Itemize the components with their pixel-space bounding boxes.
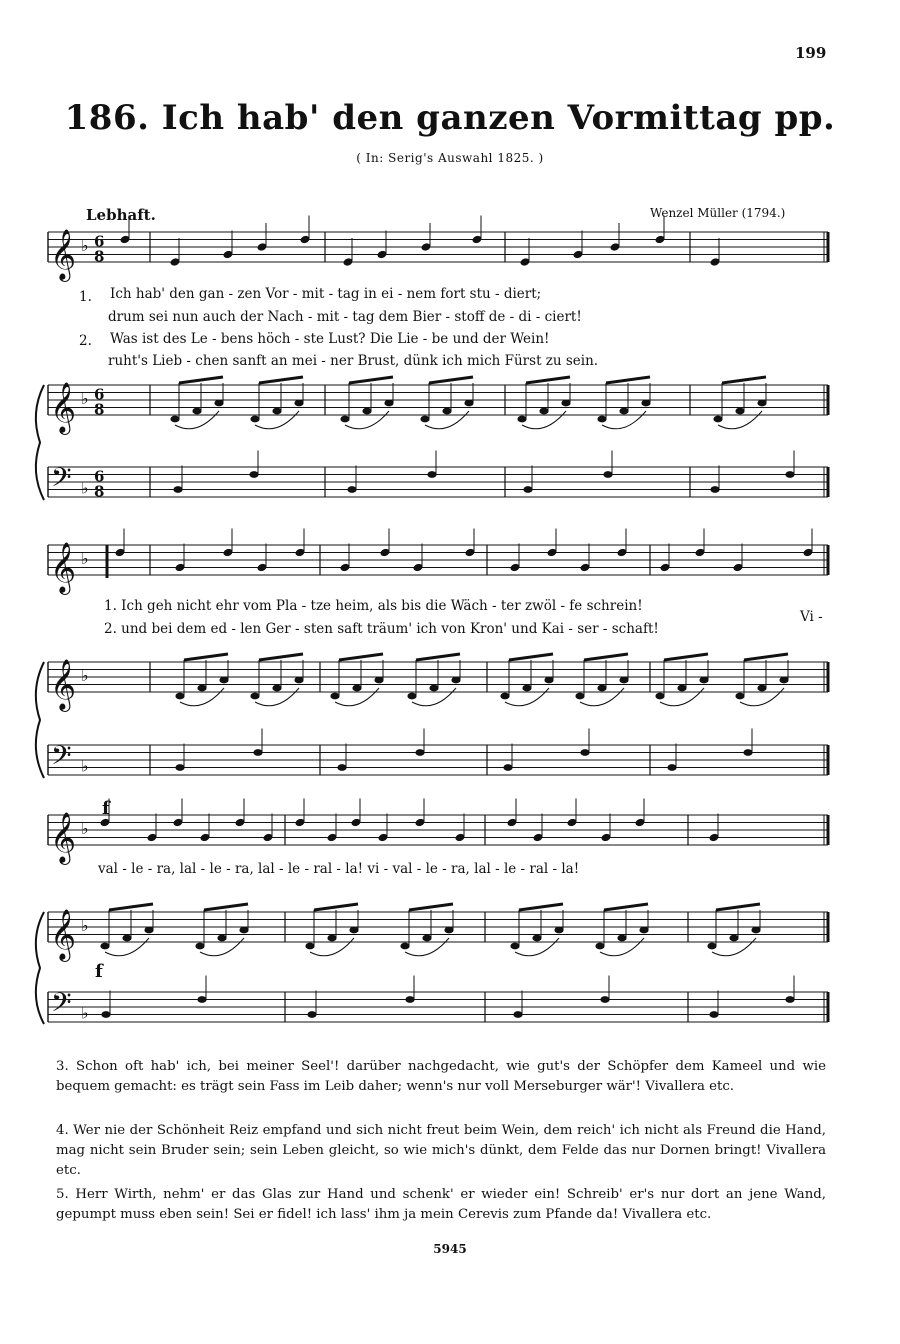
note-head (197, 996, 206, 1003)
note-head (464, 400, 473, 407)
note-head (743, 749, 752, 756)
flat-icon: ♭ (81, 916, 89, 935)
treble-clef-icon: 𝄞 (50, 229, 77, 280)
source-note: ( In: Serig's Auswahl 1825. ) (356, 151, 544, 165)
verse-number-2: 2. (79, 333, 92, 349)
bass-clef-icon: 𝄢 (51, 461, 72, 500)
note-head (239, 927, 248, 934)
note-head (175, 693, 184, 700)
note-head (444, 927, 453, 934)
note-head (427, 471, 436, 478)
note-head (330, 693, 339, 700)
tempo-marking: Lebhaft. (86, 206, 156, 224)
note-head (503, 764, 512, 771)
note-head (400, 943, 409, 950)
forte-icon: f (95, 961, 103, 982)
flat-icon: ♭ (81, 236, 89, 255)
beam (722, 377, 766, 383)
note-head (347, 486, 356, 493)
lyric-line: Vi - (800, 609, 823, 625)
note-head (214, 400, 223, 407)
note-head (405, 996, 414, 1003)
beam (664, 654, 708, 660)
beam (349, 377, 393, 383)
lyric-line: Was ist des Le - bens höch - ste Lust? Die Lie - be und der Wein! (110, 331, 550, 347)
note-head (619, 408, 628, 415)
beam (259, 654, 303, 660)
note-head (757, 685, 766, 692)
brace (36, 662, 44, 778)
lyric-line: drum sei nun auch der Nach - mit - tag dem Bier - stoff de - di - ciert! (108, 309, 582, 325)
flat-icon: ♭ (81, 478, 89, 498)
note-head (539, 408, 548, 415)
note-head (197, 685, 206, 692)
note-head (294, 677, 303, 684)
note-head (735, 693, 744, 700)
note-head (757, 400, 766, 407)
note-head (710, 486, 719, 493)
beam (184, 654, 228, 660)
lyric-line: val - le - ra, lal - le - ra, lal - le - ral - la! vi - val - le - ra, lal - le - ral - la! (98, 861, 580, 877)
note-head (522, 685, 531, 692)
note-head (305, 943, 314, 950)
note-head (101, 1011, 110, 1018)
beam (109, 904, 153, 910)
note-head (603, 471, 612, 478)
note-head (729, 935, 738, 942)
note-head (785, 996, 794, 1003)
verse-number-1: 1. (79, 289, 92, 305)
note-head (561, 400, 570, 407)
note-head (510, 943, 519, 950)
note-head (713, 416, 722, 423)
note-head (170, 416, 179, 423)
brace (36, 912, 44, 1024)
note-head (639, 927, 648, 934)
note-head (580, 749, 589, 756)
note-head (144, 927, 153, 934)
note-head (352, 685, 361, 692)
lyric-line: ruht's Lieb - chen sanft an mei - ner Brust, dünk ich mich Fürst zu sein. (108, 353, 599, 369)
note-head (192, 408, 201, 415)
flat-icon: ♭ (81, 1003, 89, 1023)
note-head (709, 1011, 718, 1018)
note-head (272, 685, 281, 692)
note-head (451, 677, 460, 684)
note-head (100, 943, 109, 950)
note-head (707, 943, 716, 950)
beam (509, 654, 553, 660)
time-signature-icon: 6 (94, 467, 105, 486)
beam (519, 904, 563, 910)
note-head (407, 693, 416, 700)
note-head (554, 927, 563, 934)
forte-icon: f (102, 798, 110, 819)
note-head (340, 416, 349, 423)
note-head (250, 693, 259, 700)
note-head (415, 749, 424, 756)
beam (409, 904, 453, 910)
beam (314, 904, 358, 910)
note-head (544, 677, 553, 684)
note-head (575, 693, 584, 700)
note-head (327, 935, 336, 942)
note-head (500, 693, 509, 700)
note-head (307, 1011, 316, 1018)
note-head (513, 1011, 522, 1018)
beam (259, 377, 303, 383)
note-head (217, 935, 226, 942)
note-head (600, 996, 609, 1003)
stanza-4: 4. Wer nie der Schönheit Reiz empfand und sich nicht freut beim Wein, dem reich' ich nicht als Freund die Hand, mag nicht sein Bruder sein; sein Leben gleicht, so wie mich's dünkt, dem Felde das nur Dornen bringt! Vivallera etc. (56, 1123, 826, 1178)
note-head (595, 943, 604, 950)
flat-icon: ♭ (81, 756, 89, 776)
plate-number: 5945 (433, 1242, 467, 1256)
note-head (735, 408, 744, 415)
treble-clef-icon: 𝄞 (50, 909, 77, 960)
beam (416, 654, 460, 660)
composer-credit: Wenzel Müller (1794.) (650, 206, 786, 220)
note-head (641, 400, 650, 407)
note-head (173, 486, 182, 493)
song-title: 186. Ich hab' den ganzen Vormittag pp. (64, 98, 836, 138)
note-head (195, 943, 204, 950)
note-head (597, 685, 606, 692)
lyric-line: 2. und bei dem ed - len Ger - sten saft träum' ich von Kron' und Kai - ser - schaft! (104, 621, 659, 637)
note-head (249, 471, 258, 478)
time-signature-icon: 8 (94, 400, 105, 419)
note-head (617, 935, 626, 942)
time-signature-icon: 6 (94, 232, 105, 251)
bass-clef-icon: 𝄢 (51, 986, 72, 1025)
note-head (779, 677, 788, 684)
brace (36, 385, 44, 500)
time-signature-icon: 8 (94, 247, 105, 266)
treble-clef-icon: 𝄞 (50, 659, 77, 710)
note-head (253, 749, 262, 756)
beam (606, 377, 650, 383)
note-head (523, 486, 532, 493)
note-head (699, 677, 708, 684)
bass-clef-icon: 𝄢 (51, 739, 72, 778)
time-signature-icon: 6 (94, 385, 105, 404)
treble-clef-icon: 𝄞 (50, 542, 77, 593)
flat-icon: ♭ (81, 819, 89, 838)
flat-icon: ♭ (81, 549, 89, 568)
note-head (349, 927, 358, 934)
note-head (597, 416, 606, 423)
stanza-5: 5. Herr Wirth, nehm' er das Glas zur Hand und schenk' er wieder ein! Schreib' er's nur dort an jene Wand, gepumpt muss eben sein! Sei er fidel! ich lass' ihm ja mein Cerevis zum Pfande da! Vivallera etc. (56, 1187, 826, 1222)
beam (179, 377, 223, 383)
note-head (219, 677, 228, 684)
beam (204, 904, 248, 910)
note-head (677, 685, 686, 692)
note-head (532, 935, 541, 942)
note-head (384, 400, 393, 407)
flat-icon: ♭ (81, 389, 89, 408)
note-head (442, 408, 451, 415)
treble-clef-icon: 𝄞 (50, 812, 77, 863)
note-head (655, 693, 664, 700)
note-head (374, 677, 383, 684)
lyric-line: 1. Ich geh nicht ehr vom Pla - tze heim, als bis die Wäch - ter zwöl - fe schrein! (104, 598, 643, 614)
beam (604, 904, 648, 910)
note-head (619, 677, 628, 684)
note-head (422, 935, 431, 942)
beam (526, 377, 570, 383)
note-head (294, 400, 303, 407)
note-head (420, 416, 429, 423)
note-head (250, 416, 259, 423)
note-head (667, 764, 676, 771)
note-head (429, 685, 438, 692)
flat-icon: ♭ (81, 666, 89, 685)
note-head (122, 935, 131, 942)
note-head (517, 416, 526, 423)
time-signature-icon: 8 (94, 482, 105, 501)
note-head (785, 471, 794, 478)
page-number: 199 (795, 44, 827, 62)
stanza-3: 3. Schon oft hab' ich, bei meiner Seel'! darüber nachgedacht, wie gut's der Schöpfer dem Kameel und wie bequem gemacht: es trägt sein Fass im Leib daher; wenn's nur voll Merseburger wär'! Vivallera etc. (56, 1059, 826, 1094)
note-head (751, 927, 760, 934)
treble-clef-icon: 𝄞 (50, 382, 77, 433)
note-head (175, 764, 184, 771)
beam (339, 654, 383, 660)
note-head (362, 408, 371, 415)
beam (716, 904, 760, 910)
beam (584, 654, 628, 660)
lyric-line: Ich hab' den gan - zen Vor - mit - tag in ei - nem fort stu - diert; (110, 286, 542, 302)
note-head (272, 408, 281, 415)
note-head (337, 764, 346, 771)
beam (429, 377, 473, 383)
beam (744, 654, 788, 660)
